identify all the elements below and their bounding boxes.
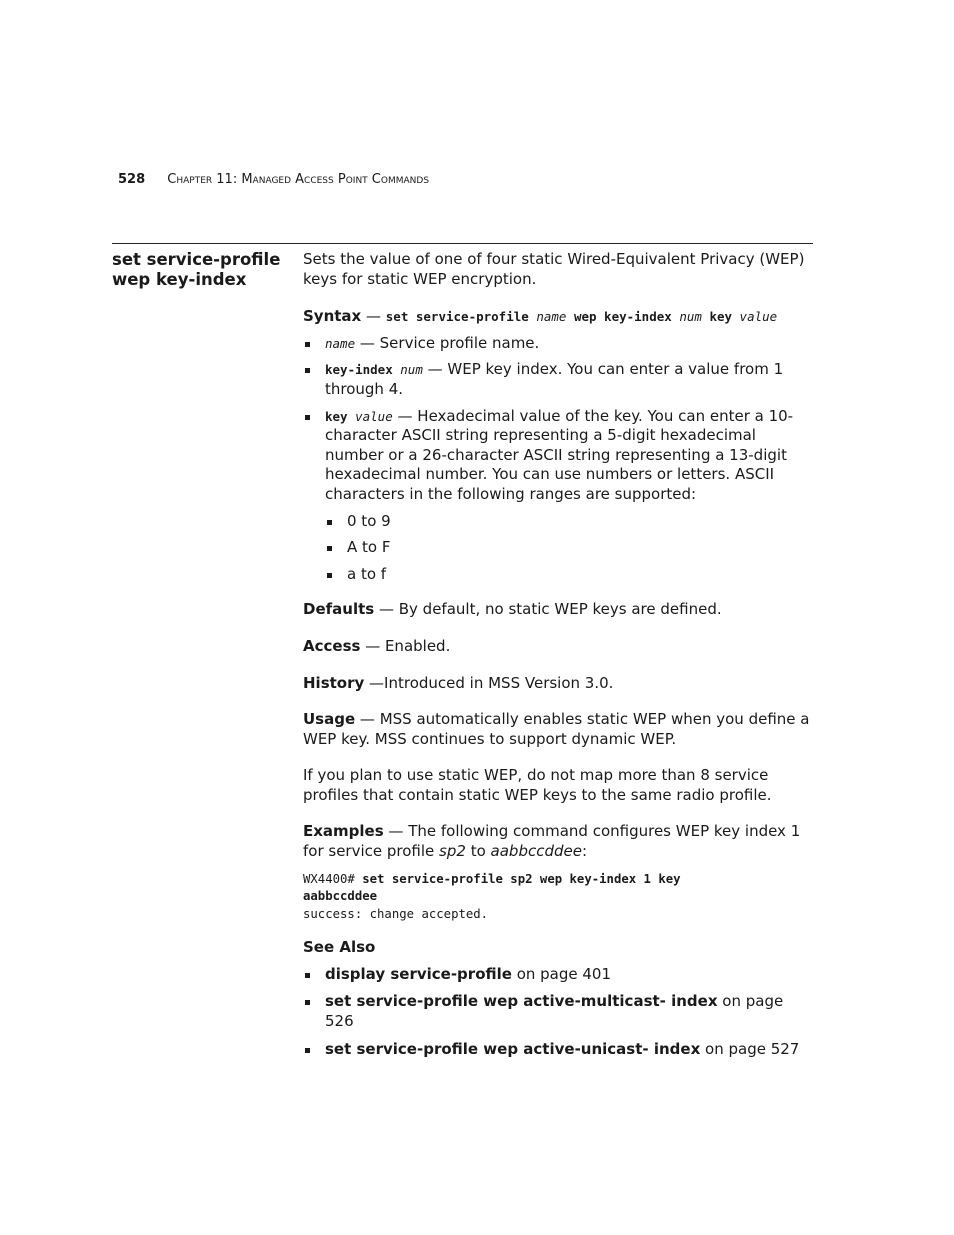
command-title-line1: set service-profile <box>112 250 281 269</box>
see-also-list <box>303 965 813 1059</box>
param-arg: name <box>325 335 356 351</box>
page-number: 528 <box>118 172 146 187</box>
syntax-dash: — <box>361 307 386 326</box>
param-arg: num <box>400 362 423 378</box>
access-text: — Enabled. <box>360 636 451 655</box>
see-also-page: on page 527 <box>700 1039 800 1058</box>
see-also-item <box>303 992 813 1031</box>
range-list <box>325 512 813 585</box>
access-label: Access <box>303 636 361 655</box>
access-para <box>303 637 813 657</box>
syntax-cmd2: wep key-index <box>573 309 672 325</box>
see-also-item <box>303 965 813 985</box>
see-also-title: See Also <box>303 938 376 957</box>
see-also-page: on page 401 <box>511 964 612 983</box>
syntax-line <box>303 307 813 327</box>
param-arg: value <box>355 408 393 424</box>
syntax-arg2: num <box>679 309 702 325</box>
examples-profile: sp2 <box>439 842 466 861</box>
param-item <box>303 334 813 354</box>
param-text: — Service profile name. <box>355 333 540 352</box>
see-also-link[interactable]: set service-profile wep active-multicast- index <box>325 992 718 1011</box>
param-item <box>303 360 813 399</box>
see-also-link[interactable]: set service-profile wep active-unicast- index <box>325 1039 701 1058</box>
range-item: 0 to 9 <box>325 512 813 532</box>
history-para <box>303 674 813 694</box>
see-also-page: on page 526 <box>325 992 784 1030</box>
code-prompt: WX4400# <box>303 871 363 886</box>
see-also-item <box>303 1040 813 1060</box>
parameter-list <box>303 334 813 585</box>
code-output: success: change accepted. <box>303 906 489 921</box>
range-item: a to f <box>325 565 813 585</box>
code-example <box>303 871 813 924</box>
chapter-title: Chapter 11: Managed Access Point Commands <box>167 172 430 187</box>
param-text: — Hexadecimal value of the key. You can enter a 10-character ASCII string representing a 5-digit hexadecimal number or a 26-character ASCII string representing a 13-digit hexadecimal number. You can use numbers or letters. ASCII characters in the following ranges are supported: <box>325 406 794 503</box>
usage-text: — MSS automatically enables static WEP when you define a WEP key. MSS continues to support dynamic WEP. <box>303 710 810 748</box>
syntax-arg3: value <box>739 309 778 325</box>
examples-key: aabbccddee <box>490 842 582 861</box>
range-item: A to F <box>325 538 813 558</box>
param-item <box>303 407 813 585</box>
history-label: History <box>303 673 365 692</box>
usage-para <box>303 710 813 749</box>
examples-para <box>303 822 813 861</box>
description: Sets the value of one of four static Wired-Equivalent Privacy (WEP) keys for static WEP encryption. <box>303 250 805 288</box>
syntax-arg1: name <box>536 309 567 325</box>
code-command-line2: aabbccddee <box>303 889 378 904</box>
see-also-link[interactable]: display service-profile <box>325 964 512 983</box>
usage-note: If you plan to use static WEP, do not map more than 8 service profiles that contain static WEP keys to the same radio profile. <box>303 766 772 804</box>
syntax-cmd3: key <box>709 309 733 325</box>
defaults-para <box>303 600 813 620</box>
examples-text-b: to <box>465 842 491 861</box>
examples-text-a: — The following command configures WEP key index 1 for service profile <box>303 822 801 861</box>
syntax-label: Syntax <box>303 307 362 326</box>
param-keyword: key <box>325 408 348 424</box>
history-text: —Introduced in MSS Version 3.0. <box>364 673 614 692</box>
defaults-label: Defaults <box>303 600 375 619</box>
examples-text-c: : <box>581 842 588 861</box>
section-rule <box>112 243 813 244</box>
running-header <box>118 172 429 187</box>
examples-label: Examples <box>303 822 384 841</box>
command-title <box>112 250 292 290</box>
command-title-line2: wep key-index <box>112 270 247 289</box>
usage-label: Usage <box>303 710 356 729</box>
code-command-line1: set service-profile sp2 wep key-index 1 key <box>362 871 681 886</box>
defaults-text: — By default, no static WEP keys are defined. <box>374 600 722 619</box>
param-text: — WEP key index. You can enter a value from 1 through 4. <box>325 360 784 398</box>
command-body <box>303 250 813 1059</box>
param-keyword: key-index <box>325 362 393 378</box>
syntax-cmd1: set service-profile <box>385 309 529 325</box>
